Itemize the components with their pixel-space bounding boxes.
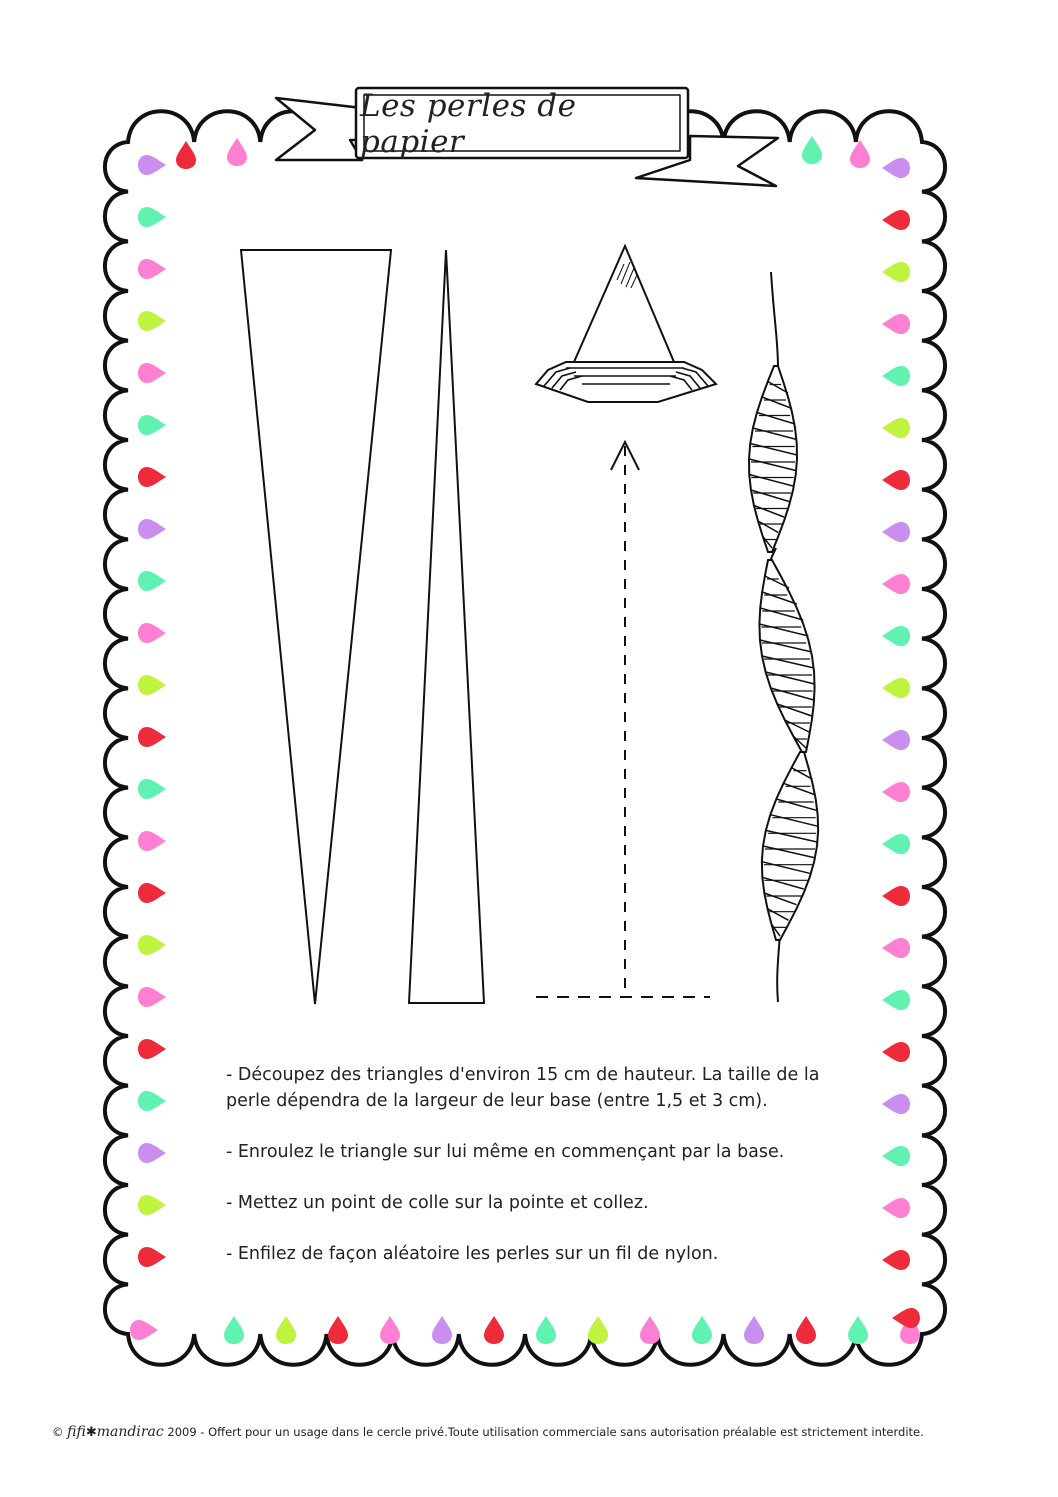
drop-top: [176, 141, 196, 169]
drop-bottom: [744, 1316, 764, 1344]
drop-right: [882, 262, 910, 282]
drop-left: [138, 779, 166, 799]
drop-left: [138, 1195, 166, 1215]
drop-right: [882, 1146, 910, 1166]
banner-left-tail: [276, 98, 362, 160]
drop-right: [882, 886, 910, 906]
drop-left: [138, 571, 166, 591]
drop-bottom: [892, 1308, 920, 1328]
instructions-block: [226, 1062, 866, 1292]
drop-bottom: [692, 1316, 712, 1344]
drop-right: [882, 1094, 910, 1114]
rolling-triangle-illustration: [536, 246, 716, 402]
drop-right: [882, 990, 910, 1010]
drop-top: [802, 136, 822, 164]
drop-bottom: [796, 1316, 816, 1344]
drop-left: [138, 1247, 166, 1267]
drop-bottom: [130, 1320, 158, 1340]
drop-left: [138, 831, 166, 851]
drop-right: [882, 314, 910, 334]
drop-bottom: [380, 1316, 400, 1344]
brand-name-first: fifi: [67, 1424, 86, 1440]
drop-left: [138, 207, 166, 227]
drop-left: [138, 1039, 166, 1059]
drop-right: [882, 730, 910, 750]
drop-bottom: [640, 1316, 660, 1344]
drop-right: [882, 1198, 910, 1218]
drop-top: [850, 140, 870, 168]
drop-right: [882, 418, 910, 438]
drop-right: [882, 626, 910, 646]
upward-arrow-dashed: [536, 442, 710, 997]
drop-right: [882, 678, 910, 698]
page-title: Les perles de papier: [360, 88, 577, 160]
drop-right: [882, 366, 910, 386]
drop-right: [882, 210, 910, 230]
drop-left: [138, 1091, 166, 1111]
flower-icon: ✱: [85, 1425, 97, 1440]
drop-right: [882, 834, 910, 854]
drop-left: [138, 415, 166, 435]
drop-left: [138, 311, 166, 331]
copyright-footer: [52, 1424, 1032, 1440]
drop-right: [882, 1042, 910, 1062]
triangle-template-wide: [241, 250, 391, 1004]
drop-left: [138, 987, 166, 1007]
drop-bottom: [276, 1316, 296, 1344]
brand-name-second: mandirac: [96, 1424, 164, 1440]
instruction-step-1: - Découpez des triangles d'environ 15 cm de hauteur. La taille de la perle dépendra de la largeur de leur base (entre 1,5 et 3 cm).: [226, 1065, 820, 1111]
drop-right: [882, 158, 910, 178]
instruction-step-3: - Mettez un point de colle sur la pointe et collez.: [226, 1193, 649, 1213]
drop-left: [138, 727, 166, 747]
drop-right: [882, 574, 910, 594]
instruction-step-2: - Enroulez le triangle sur lui même en commençant par la base.: [226, 1142, 785, 1162]
bead-necklace-illustration: [749, 272, 818, 1002]
drop-left: [138, 363, 166, 383]
drop-left: [138, 675, 166, 695]
triangle-template-narrow: [409, 250, 484, 1003]
drop-bottom: [484, 1316, 504, 1344]
drop-bottom: [432, 1316, 452, 1344]
drop-right: [882, 938, 910, 958]
instruction-step-4: - Enfilez de façon aléatoire les perles sur un fil de nylon.: [226, 1244, 719, 1264]
drop-right: [882, 782, 910, 802]
drop-bottom: [224, 1316, 244, 1344]
drop-left: [138, 259, 166, 279]
drop-left: [138, 155, 166, 175]
drop-right: [882, 1250, 910, 1270]
drop-bottom: [588, 1316, 608, 1344]
drop-right: [882, 470, 910, 490]
drop-left: [138, 935, 166, 955]
copyright-text: 2009 - Offert pour un usage dans le cercle privé.Toute utilisation commerciale sans autorisation préalable est strictement interdite.: [163, 1425, 924, 1439]
drop-left: [138, 623, 166, 643]
drop-bottom: [328, 1316, 348, 1344]
drop-top: [227, 138, 247, 166]
drop-left: [138, 467, 166, 487]
drop-left: [138, 883, 166, 903]
drop-bottom: [848, 1316, 868, 1344]
drop-left: [138, 1143, 166, 1163]
drop-right: [882, 522, 910, 542]
copyright-symbol: ©: [52, 1425, 64, 1439]
drop-bottom: [536, 1316, 556, 1344]
drop-left: [138, 519, 166, 539]
